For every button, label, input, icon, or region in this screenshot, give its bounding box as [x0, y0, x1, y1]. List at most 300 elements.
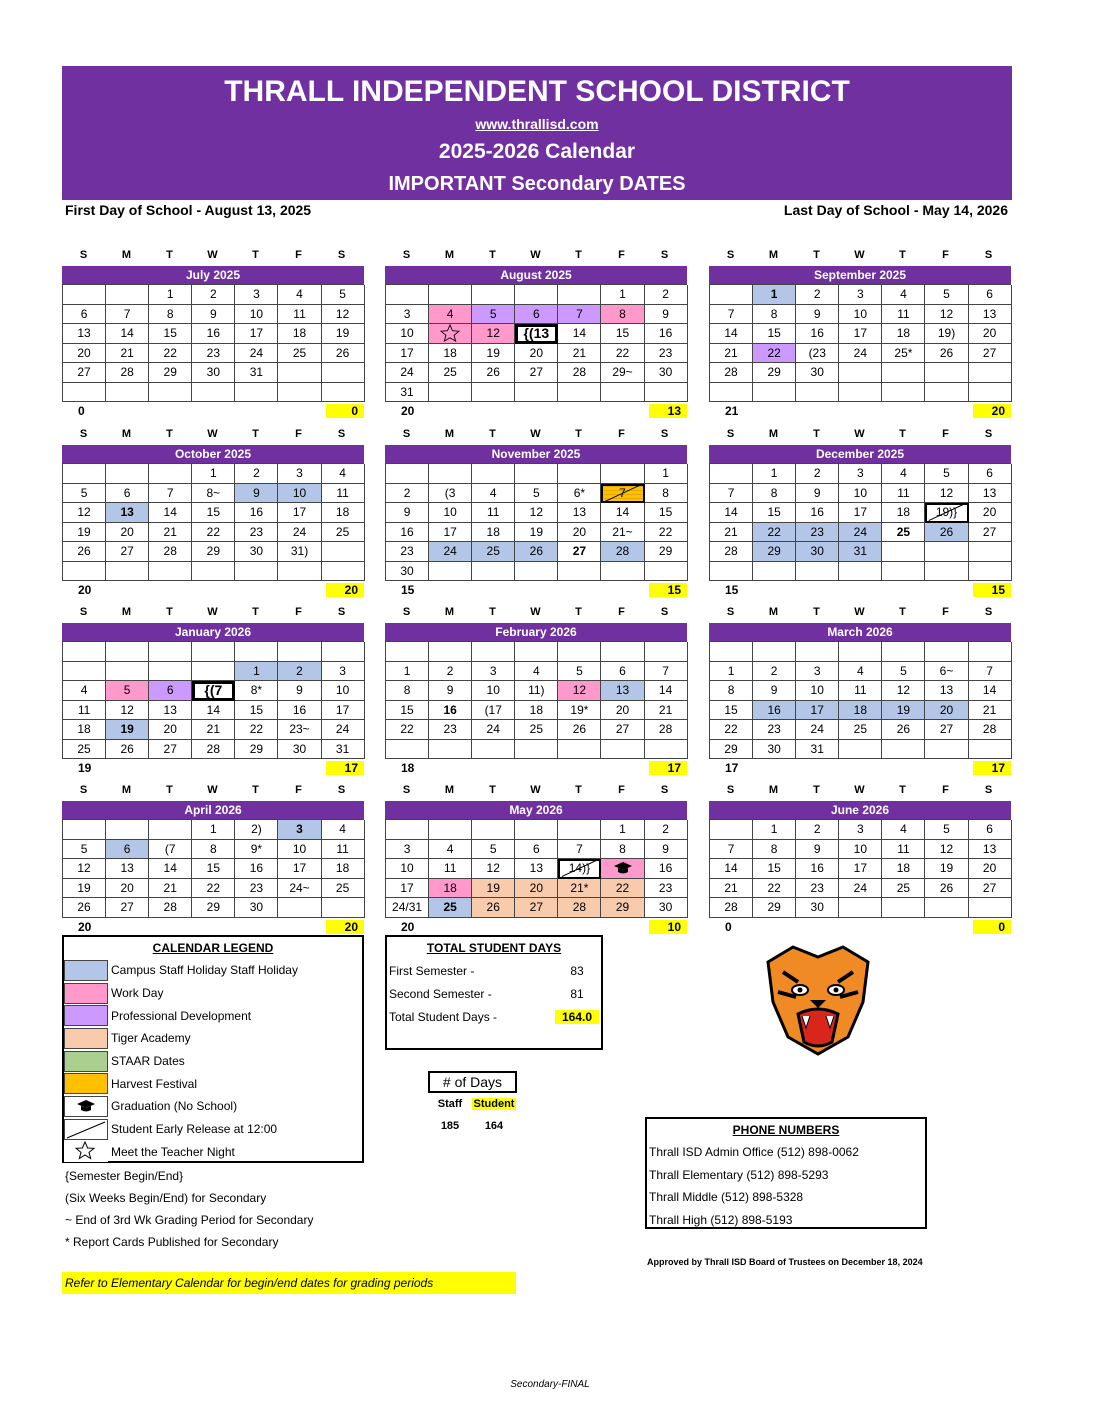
day-cell: 31: [796, 740, 839, 760]
day-cell: [278, 642, 321, 662]
day-cell: 31: [235, 363, 278, 383]
staff-day-total: 15: [725, 583, 739, 597]
day-cell: 23: [796, 523, 839, 543]
weekday-label: W: [207, 428, 218, 440]
day-cell: [63, 464, 106, 484]
star-icon: [64, 1141, 106, 1160]
month-grid: [62, 819, 364, 918]
day-cell: 4: [322, 820, 365, 840]
day-cell: 30: [796, 363, 839, 383]
day-cell: 30: [235, 898, 278, 918]
day-cell: 19: [106, 720, 149, 740]
day-cell: 16: [235, 859, 278, 879]
day-cell: [235, 383, 278, 403]
weekday-label: S: [726, 784, 735, 796]
day-cell: 3: [839, 464, 882, 484]
day-cell: 1: [753, 464, 796, 484]
student-day-total: 20: [326, 583, 364, 597]
legend-swatch: [64, 983, 108, 1004]
day-cell: 6~: [925, 662, 968, 682]
day-cell: [601, 859, 644, 879]
day-cell: 2: [645, 285, 688, 305]
day-cell: [925, 898, 968, 918]
student-day-total: 15: [973, 583, 1011, 597]
weekday-label: T: [813, 606, 820, 618]
day-cell: [515, 642, 558, 662]
day-cell: [710, 820, 753, 840]
legend-label: Graduation (No School): [111, 1099, 238, 1114]
day-cell: 19)}: [925, 503, 968, 523]
weekday-label: S: [726, 606, 735, 618]
weekday-label: W: [854, 249, 865, 261]
day-cell: 7: [558, 305, 601, 325]
weekday-header: [62, 601, 366, 623]
day-cell: [386, 642, 429, 662]
total-days-row: [387, 1005, 601, 1028]
day-cell: 28: [645, 720, 688, 740]
weekday-label: M: [121, 428, 132, 440]
month-grid: [62, 641, 364, 759]
legend-item: [64, 1050, 362, 1073]
month-march-2026: [709, 601, 1013, 777]
month-totals: [709, 402, 1011, 420]
day-cell: 27: [515, 363, 558, 383]
month-grid: [709, 641, 1011, 759]
day-cell: 16: [645, 859, 688, 879]
day-cell: 21: [969, 701, 1012, 721]
day-cell: 21: [710, 523, 753, 543]
student-day-total: 17: [326, 761, 364, 775]
weekday-label: F: [618, 249, 625, 261]
day-cell: [429, 324, 472, 344]
day-cell: [645, 740, 688, 760]
day-cell: 30: [753, 740, 796, 760]
day-cell: 10: [322, 681, 365, 701]
day-cell: [558, 383, 601, 403]
day-cell: [558, 562, 601, 582]
month-totals: [385, 918, 687, 936]
day-cell: 31: [322, 740, 365, 760]
day-cell: 17: [278, 859, 321, 879]
day-cell: 4: [278, 285, 321, 305]
day-cell: 30: [192, 363, 235, 383]
day-cell: 26: [322, 344, 365, 364]
day-cell: [925, 562, 968, 582]
student-days: 164: [484, 1120, 504, 1132]
row-value: 164.0: [555, 1010, 599, 1024]
weekday-label: S: [79, 606, 88, 618]
student-days-title: TOTAL STUDENT DAYS: [426, 941, 562, 955]
day-cell: 26: [925, 523, 968, 543]
day-cell: 5: [882, 662, 925, 682]
day-cell: 17: [796, 701, 839, 721]
day-cell: 5: [558, 662, 601, 682]
row-value: 83: [570, 963, 584, 978]
day-cell: (3: [429, 484, 472, 504]
day-cell: 2: [796, 464, 839, 484]
day-cell: [429, 562, 472, 582]
day-cell: 23: [386, 542, 429, 562]
day-cell: 5: [106, 681, 149, 701]
day-cell: [472, 562, 515, 582]
day-cell: [106, 662, 149, 682]
day-cell: [192, 562, 235, 582]
day-cell: [925, 383, 968, 403]
day-cell: 17: [386, 879, 429, 899]
weekday-header: [709, 779, 1013, 801]
day-cell: [106, 642, 149, 662]
footer-label: Secondary-FINAL: [510, 1379, 590, 1390]
month-grid: [709, 284, 1011, 402]
day-cell: [515, 820, 558, 840]
day-cell: 26: [925, 344, 968, 364]
month-grid: [709, 463, 1011, 581]
weekday-header: [709, 601, 1013, 623]
day-cell: 10: [839, 484, 882, 504]
day-cell: 3: [839, 285, 882, 305]
day-cell: 14)}: [558, 859, 601, 879]
day-cell: 11: [429, 859, 472, 879]
day-cell: 19: [63, 879, 106, 899]
day-cell: [106, 562, 149, 582]
day-cell: 8: [601, 840, 644, 860]
day-cell: 8: [601, 305, 644, 325]
weekday-header: [709, 244, 1013, 266]
student-day-total: 0: [973, 920, 1011, 934]
month-totals: [709, 918, 1011, 936]
day-cell: 15: [710, 701, 753, 721]
day-cell: 1: [753, 820, 796, 840]
weekday-label: M: [444, 784, 455, 796]
weekday-label: S: [337, 784, 346, 796]
day-cell: 5: [925, 285, 968, 305]
day-cell: [149, 383, 192, 403]
day-cell: 12: [925, 305, 968, 325]
day-cell: 12: [882, 681, 925, 701]
day-cell: 13: [63, 324, 106, 344]
month-title: December 2025: [709, 445, 1011, 463]
day-cell: 3: [839, 820, 882, 840]
day-cell: 5: [472, 305, 515, 325]
day-cell: [386, 464, 429, 484]
day-cell: 12: [472, 324, 515, 344]
day-cell: 17: [322, 701, 365, 721]
month-totals: [62, 759, 364, 777]
day-cell: 25: [278, 344, 321, 364]
day-cell: 26: [63, 542, 106, 562]
staff-day-total: 19: [78, 761, 92, 775]
month-december-2025: [709, 423, 1013, 599]
day-cell: [710, 464, 753, 484]
month-title: February 2026: [385, 623, 687, 641]
day-cell: 6*: [558, 484, 601, 504]
day-cell: 26: [472, 363, 515, 383]
day-cell: 7: [710, 305, 753, 325]
day-cell: 17: [429, 523, 472, 543]
day-cell: 15: [386, 701, 429, 721]
day-cell: [558, 464, 601, 484]
weekday-label: T: [575, 428, 582, 440]
day-cell: 18: [63, 720, 106, 740]
second-semester-row: [387, 982, 601, 1005]
day-cell: [710, 562, 753, 582]
day-cell: 4: [882, 285, 925, 305]
day-cell: 20: [969, 859, 1012, 879]
legend-label: Meet the Teacher Night: [111, 1144, 235, 1159]
month-title: August 2025: [385, 266, 687, 284]
day-cell: 28: [192, 740, 235, 760]
month-title: October 2025: [62, 445, 364, 463]
weekday-label: M: [121, 606, 132, 618]
day-cell: 1: [192, 820, 235, 840]
day-cell: 20: [515, 344, 558, 364]
legend-label: Work Day: [111, 986, 164, 1001]
day-cell: 13: [601, 681, 644, 701]
day-cell: 27: [63, 363, 106, 383]
weekday-label: W: [854, 784, 865, 796]
day-cell: {(7: [192, 681, 235, 701]
day-cell: [969, 383, 1012, 403]
day-cell: 14: [558, 324, 601, 344]
month-title: July 2025: [62, 266, 364, 284]
legend-label: Student Early Release at 12:00: [111, 1122, 278, 1137]
district-url-link[interactable]: www.thrallisd.com: [475, 116, 599, 132]
day-cell: 8: [192, 840, 235, 860]
legend-label: Harvest Festival: [111, 1076, 198, 1091]
weekday-label: T: [252, 249, 259, 261]
day-cell: 1: [753, 285, 796, 305]
day-cell: 25: [472, 542, 515, 562]
day-cell: 2: [192, 285, 235, 305]
day-cell: [796, 562, 839, 582]
weekday-label: S: [402, 428, 411, 440]
day-cell: 28: [710, 542, 753, 562]
weekday-header: [385, 423, 689, 445]
day-cell: 3: [472, 662, 515, 682]
day-cell: 30: [645, 363, 688, 383]
row-label: First Semester -: [389, 963, 475, 978]
day-cell: [882, 542, 925, 562]
day-cell: 11: [63, 701, 106, 721]
day-cell: 9: [753, 681, 796, 701]
day-cell: [558, 740, 601, 760]
day-cell: 3: [386, 305, 429, 325]
day-cell: [839, 642, 882, 662]
day-cell: 10: [386, 859, 429, 879]
month-grid: [385, 819, 687, 918]
month-september-2025: [709, 244, 1013, 420]
day-cell: 24: [322, 720, 365, 740]
day-cell: 9: [796, 484, 839, 504]
legend-label: Tiger Academy: [111, 1031, 191, 1046]
day-cell: [106, 464, 149, 484]
day-cell: 9: [192, 305, 235, 325]
day-cell: 25: [882, 879, 925, 899]
day-cell: 9: [796, 305, 839, 325]
month-title: September 2025: [709, 266, 1011, 284]
day-cell: 27: [969, 879, 1012, 899]
staff-label: Staff: [437, 1098, 463, 1110]
legend-item: [64, 1072, 362, 1095]
day-cell: 5: [925, 464, 968, 484]
day-cell: 28: [969, 720, 1012, 740]
weekday-label: S: [660, 428, 669, 440]
legend-item: [64, 1118, 362, 1141]
day-cell: 26: [106, 740, 149, 760]
staff-day-total: 20: [401, 404, 415, 418]
day-cell: 8: [645, 484, 688, 504]
day-cell: 10: [235, 305, 278, 325]
month-grid: [385, 284, 687, 402]
day-cell: 9: [386, 503, 429, 523]
month-april-2026: [62, 779, 366, 936]
day-cell: [969, 642, 1012, 662]
day-cell: [882, 383, 925, 403]
weekday-label: T: [489, 606, 496, 618]
legend-label: Campus Staff Holiday Staff Holiday: [111, 963, 298, 978]
day-cell: [969, 740, 1012, 760]
day-cell: 17: [839, 859, 882, 879]
day-cell: 22: [192, 523, 235, 543]
weekday-label: T: [899, 249, 906, 261]
row-label: Second Semester -: [389, 986, 492, 1001]
day-cell: 16: [278, 701, 321, 721]
weekday-label: S: [337, 606, 346, 618]
day-cell: 27: [925, 720, 968, 740]
day-cell: 18: [429, 344, 472, 364]
weekday-label: W: [530, 249, 541, 261]
day-cell: 9: [645, 840, 688, 860]
day-cell: 29: [192, 542, 235, 562]
phone-row: Thrall Middle (512) 898-5328: [649, 1190, 804, 1204]
day-cell: [515, 383, 558, 403]
day-cell: 27: [969, 523, 1012, 543]
day-cell: 4: [429, 305, 472, 325]
day-cell: 20: [969, 503, 1012, 523]
phone-row: Thrall Elementary (512) 898-5293: [649, 1167, 829, 1182]
legend-item: [64, 982, 362, 1005]
day-cell: 27: [106, 542, 149, 562]
day-cell: 25: [322, 879, 365, 899]
month-title: November 2025: [385, 445, 687, 463]
month-grid: [385, 641, 687, 759]
day-cell: 5: [322, 285, 365, 305]
weekday-label: S: [726, 428, 735, 440]
day-cell: 30: [796, 898, 839, 918]
legend-swatch: [64, 1051, 108, 1072]
legend-swatch: [64, 1141, 108, 1162]
day-cell: 13: [106, 859, 149, 879]
legend-swatch: [64, 1028, 108, 1049]
day-cell: [882, 898, 925, 918]
weekday-header: [62, 244, 366, 266]
weekday-label: M: [444, 428, 455, 440]
day-cell: 19: [322, 324, 365, 344]
day-cell: 10: [278, 484, 321, 504]
day-cell: 28: [710, 898, 753, 918]
day-cell: 10: [796, 681, 839, 701]
month-totals: [385, 402, 687, 420]
first-day-label: First Day of School - August 13, 2025: [65, 202, 312, 218]
day-cell: 7: [969, 662, 1012, 682]
day-cell: 14: [710, 503, 753, 523]
weekday-label: S: [726, 249, 735, 261]
weekday-header: [385, 244, 689, 266]
day-cell: [601, 383, 644, 403]
day-cell: 28: [149, 542, 192, 562]
weekday-label: W: [530, 784, 541, 796]
weekday-label: T: [813, 249, 820, 261]
day-cell: 16: [386, 523, 429, 543]
month-may-2026: [385, 779, 689, 936]
day-cell: 24: [839, 523, 882, 543]
weekday-label: M: [768, 606, 779, 618]
student-day-total: 20: [973, 404, 1011, 418]
weekday-label: S: [660, 249, 669, 261]
day-cell: 13: [106, 503, 149, 523]
day-cell: 20: [925, 701, 968, 721]
weekday-label: T: [166, 606, 173, 618]
day-cell: [472, 383, 515, 403]
day-cell: 2: [386, 484, 429, 504]
day-cell: 14: [106, 324, 149, 344]
phones-title: PHONE NUMBERS: [732, 1123, 840, 1137]
day-cell: 24: [839, 344, 882, 364]
day-cell: [235, 642, 278, 662]
day-cell: 21: [710, 879, 753, 899]
day-cell: 26: [925, 879, 968, 899]
day-cell: [839, 740, 882, 760]
day-cell: [429, 285, 472, 305]
day-cell: 24: [429, 542, 472, 562]
month-totals: [62, 581, 364, 599]
day-cell: 20: [515, 879, 558, 899]
day-cell: 30: [278, 740, 321, 760]
day-cell: 24: [839, 879, 882, 899]
day-cell: [925, 363, 968, 383]
day-cell: 4: [839, 662, 882, 682]
day-cell: 15: [601, 324, 644, 344]
graduation-cap-icon: [613, 860, 633, 876]
weekday-label: T: [489, 428, 496, 440]
weekday-label: T: [899, 784, 906, 796]
day-cell: 26: [515, 542, 558, 562]
weekday-label: F: [942, 606, 949, 618]
day-cell: [472, 642, 515, 662]
day-cell: [515, 740, 558, 760]
day-cell: [472, 820, 515, 840]
day-cell: [322, 542, 365, 562]
tiger-logo-icon: [758, 942, 878, 1057]
note-item: (Six Weeks Begin/End) for Secondary: [65, 1191, 267, 1205]
day-cell: [796, 383, 839, 403]
day-cell: 25: [63, 740, 106, 760]
day-cell: 25: [322, 523, 365, 543]
day-cell: [925, 642, 968, 662]
month-august-2025: [385, 244, 689, 420]
day-cell: 12: [63, 859, 106, 879]
weekday-label: M: [444, 249, 455, 261]
day-cell: 10: [839, 305, 882, 325]
day-cell: 10: [839, 840, 882, 860]
weekday-header: [62, 779, 366, 801]
day-cell: [386, 740, 429, 760]
day-cell: 2: [645, 820, 688, 840]
staff-day-total: 17: [725, 761, 739, 775]
day-cell: 13: [969, 484, 1012, 504]
day-cell: 7: [149, 484, 192, 504]
calendar-year: 2025-2026 Calendar: [438, 140, 636, 163]
